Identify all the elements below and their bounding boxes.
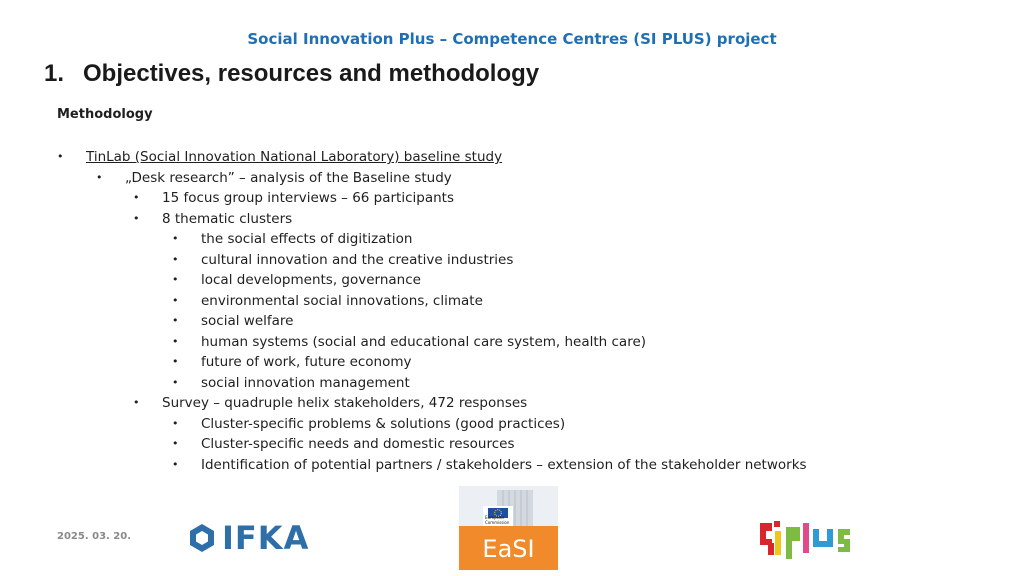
bullet-icon: • — [133, 191, 140, 204]
bullet-icon: • — [172, 273, 179, 286]
bullet-text: Survey – quadruple helix stakeholders, 472 responses — [162, 395, 528, 411]
slide-title-text: Objectives, resources and methodology — [83, 60, 540, 87]
bullet-text: social welfare — [201, 313, 294, 329]
bullet-item-level-4 — [0, 455, 1024, 476]
siplus-logo — [758, 515, 858, 559]
bullet-item-level-1 — [0, 147, 1024, 168]
bullet-item-level-3 — [0, 188, 1024, 209]
bullet-item-level-4 — [0, 250, 1024, 271]
bullet-item-level-4 — [0, 229, 1024, 250]
bullet-item-level-3 — [0, 393, 1024, 414]
bullet-item-level-2 — [0, 168, 1024, 189]
bullet-text: human systems (social and educational care system, health care) — [201, 333, 647, 350]
bullet-icon: • — [133, 211, 140, 225]
bullet-icon: • — [172, 252, 179, 266]
slide-title — [44, 60, 539, 88]
bullet-icon: • — [133, 396, 140, 409]
bullet-text: environmental social innovations, climate — [201, 292, 483, 309]
ifka-hexagon-icon — [188, 523, 216, 553]
bullet-item-level-4 — [0, 332, 1024, 353]
bullet-text: Cluster-specific problems & solutions (good practices) — [201, 415, 566, 432]
bullet-icon: • — [172, 457, 179, 471]
bullet-icon: • — [172, 416, 179, 430]
siplus-logo-graphic — [758, 515, 858, 559]
bullet-text: Cluster-specific needs and domestic resources — [201, 436, 515, 452]
bullet-icon: • — [172, 232, 179, 245]
bullet-icon: • — [96, 170, 103, 184]
ifka-logo — [188, 521, 309, 555]
bullet-icon: • — [172, 437, 179, 450]
easi-logo — [459, 486, 558, 570]
bullet-item-level-4 — [0, 414, 1024, 435]
bullet-item-level-4 — [0, 311, 1024, 332]
bullet-icon: • — [172, 293, 179, 307]
bullet-icon: • — [172, 334, 179, 348]
ifka-logo-text: IFKA — [222, 519, 310, 557]
bullet-text: the social effects of digitization — [201, 231, 413, 247]
ec-label-line1: European — [485, 515, 505, 520]
bullet-text: local developments, governance — [201, 272, 421, 288]
bullet-item-level-4 — [0, 270, 1024, 291]
bullet-text: TinLab (Social Innovation National Laboratory) baseline study — [86, 149, 503, 165]
bullet-text: social innovation management — [201, 374, 410, 391]
bullet-text: 8 thematic clusters — [162, 210, 293, 227]
bullet-list — [0, 147, 1024, 475]
bullet-text: future of work, future economy — [201, 354, 412, 370]
ec-label — [485, 515, 509, 525]
project-header: Social Innovation Plus – Competence Centres (SI PLUS) project — [247, 30, 777, 48]
bullet-text: Identification of potential partners / stakeholders – extension of the stakeholder networks — [201, 456, 807, 473]
bullet-text: „Desk research” – analysis of the Baseline study — [125, 169, 452, 186]
bullet-text: cultural innovation and the creative industries — [201, 251, 514, 268]
bullet-icon: • — [172, 375, 179, 389]
ec-label-line2: Commission — [485, 520, 510, 525]
bullet-icon: • — [172, 355, 179, 368]
bullet-item-level-4 — [0, 373, 1024, 394]
bullet-item-level-4 — [0, 291, 1024, 312]
bullet-item-level-4 — [0, 434, 1024, 455]
bullet-icon: • — [57, 150, 64, 163]
slide-title-number: 1. — [44, 60, 65, 87]
slide-date: 2025. 03. 20. — [57, 531, 132, 542]
section-subheading: Methodology — [57, 107, 153, 122]
easi-logo-text: EaSI — [482, 535, 535, 563]
bullet-item-level-3 — [0, 209, 1024, 230]
bullet-item-level-4 — [0, 352, 1024, 373]
bullet-icon: • — [172, 314, 179, 327]
bullet-text: 15 focus group interviews – 66 participants — [162, 190, 454, 206]
